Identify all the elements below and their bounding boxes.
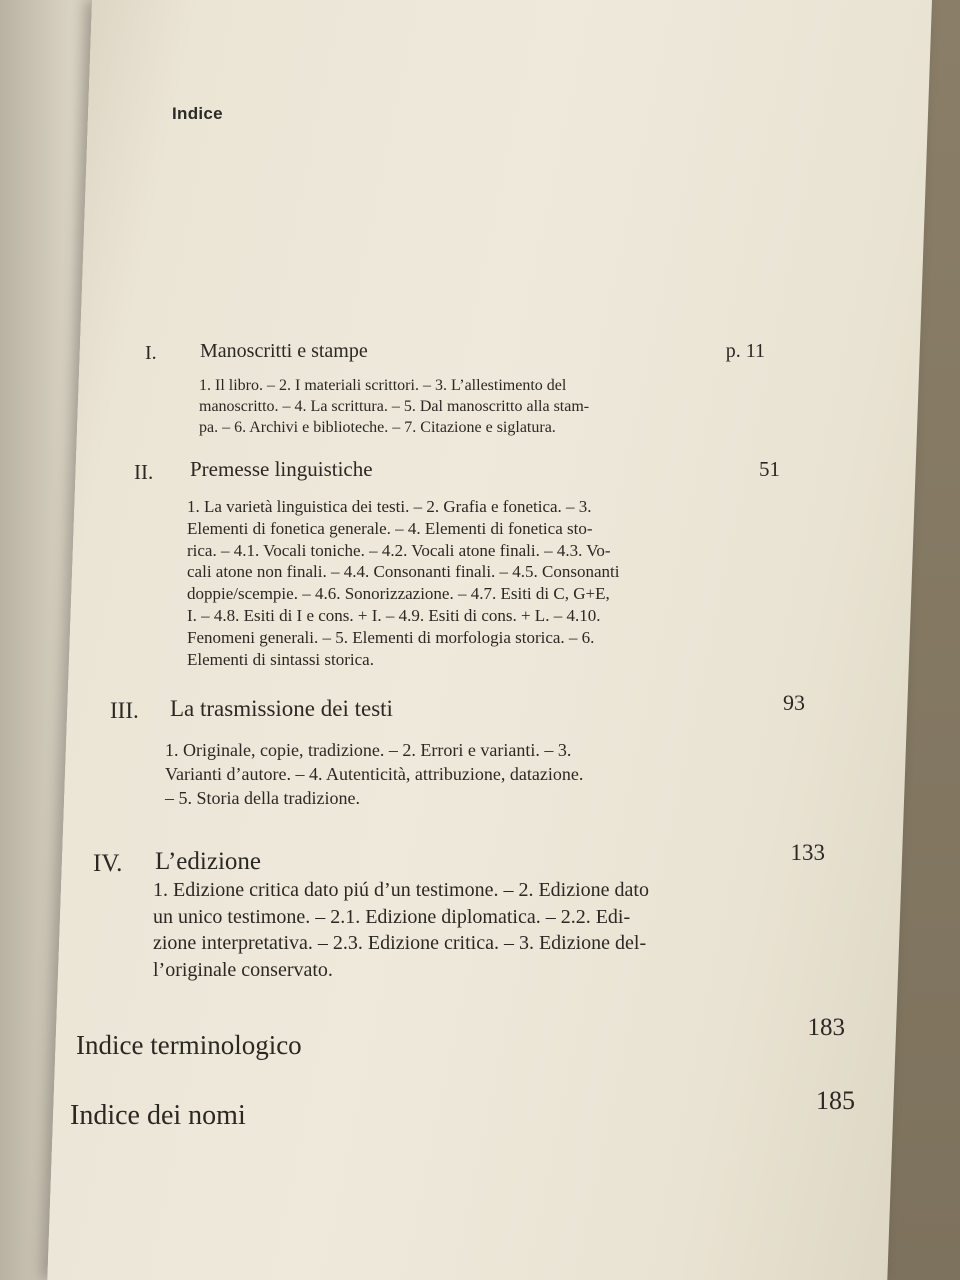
section-line: Elementi di fonetica generale. – 4. Elementi di fonetica sto- <box>187 518 593 538</box>
chapter-4-sections <box>153 877 773 983</box>
chapter-3-numeral: III. <box>110 698 139 723</box>
section-line: pa. – 6. Archivi e biblioteche. – 7. Citazione e siglatura. <box>199 419 556 436</box>
section-line: zione interpretativa. – 2.3. Edizione critica. – 3. Edizione del- <box>153 932 647 954</box>
chapter-2-page: 51 <box>759 457 780 481</box>
section-line: doppie/scempie. – 4.6. Sonorizzazione. – 4.7. Esiti di C, G+E, <box>187 584 610 604</box>
chapter-2-numeral: II. <box>134 460 154 484</box>
page-heading: Indice <box>172 104 223 123</box>
index-names-page: 185 <box>816 1086 855 1115</box>
chapter-3-title: La trasmissione dei testi <box>170 696 393 721</box>
index-names-title: Indice dei nomi <box>70 1100 246 1131</box>
chapter-4-numeral: IV. <box>93 850 123 877</box>
chapter-1-page: p. 11 <box>725 340 765 362</box>
section-line: Elementi di sintassi storica. <box>187 649 374 669</box>
index-terminology-title: Indice terminologico <box>76 1030 302 1060</box>
chapter-3-sections <box>165 738 745 810</box>
chapter-1-numeral: I. <box>145 342 157 364</box>
section-line: Varianti d’autore. – 4. Autenticità, attribuzione, datazione. <box>165 764 584 784</box>
section-line: manoscritto. – 4. La scrittura. – 5. Dal manoscritto alla stam- <box>199 398 590 415</box>
chapter-4-title: L’edizione <box>155 848 261 875</box>
chapter-2-sections <box>187 496 727 670</box>
chapter-4-page: 133 <box>790 840 825 865</box>
section-line: Fenomeni generali. – 5. Elementi di morfologia storica. – 6. <box>187 627 595 647</box>
section-line: l’originale conservato. <box>153 958 333 981</box>
chapter-1-title: Manoscritti e stampe <box>200 340 368 362</box>
section-line: rica. – 4.1. Vocali toniche. – 4.2. Vocali atone finali. – 4.3. Vo- <box>187 540 611 560</box>
section-line: un unico testimone. – 2.1. Edizione diplomatica. – 2.2. Edi- <box>153 905 631 928</box>
chapter-3-page: 93 <box>783 690 805 715</box>
chapter-2-title: Premesse linguistiche <box>190 457 373 481</box>
section-line: 1. Il libro. – 2. I materiali scrittori. – 3. L’allestimento del <box>199 377 567 394</box>
section-line: I. – 4.8. Esiti di I e cons. + I. – 4.9. Esiti di cons. + L. – 4.10. <box>187 605 601 625</box>
section-line: cali atone non finali. – 4.4. Consonanti finali. – 4.5. Consonanti <box>187 562 620 582</box>
section-line: 1. La varietà linguistica dei testi. – 2. Grafia e fonetica. – 3. <box>187 497 592 516</box>
chapter-1-sections <box>199 375 719 438</box>
section-line: 1. Edizione critica dato piú d’un testimone. – 2. Edizione dato <box>153 879 649 901</box>
index-terminology-page: 183 <box>807 1014 845 1041</box>
section-line: 1. Originale, copie, tradizione. – 2. Errori e varianti. – 3. <box>165 740 572 760</box>
section-line: – 5. Storia della tradizione. <box>165 788 360 808</box>
